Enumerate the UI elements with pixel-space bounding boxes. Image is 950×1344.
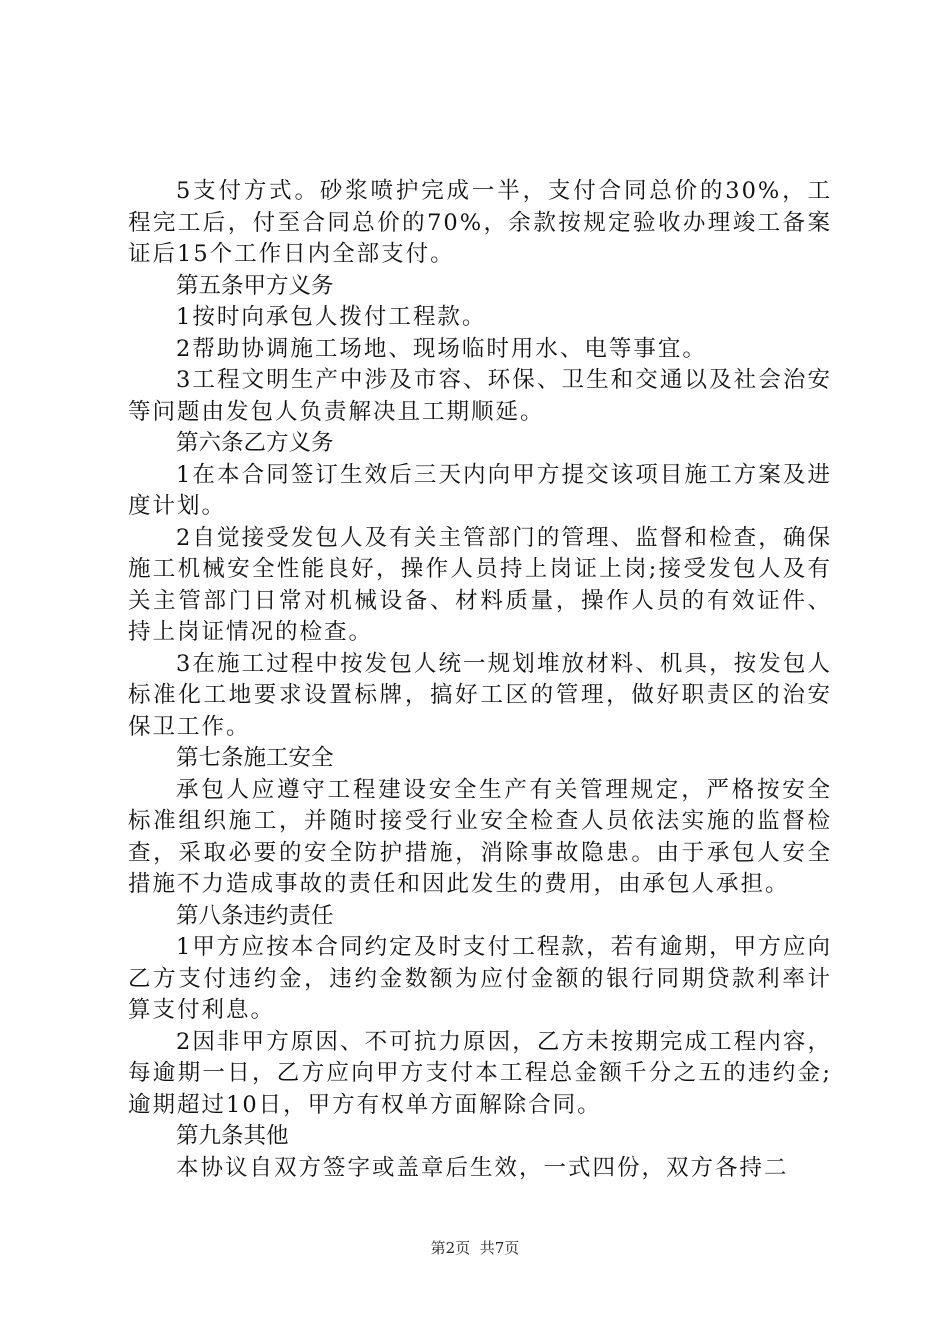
page-number: 第2页 (430, 1239, 471, 1257)
page-total: 共7页 (479, 1239, 520, 1257)
article-6-item-2: 2自觉接受发包人及有关主管部门的管理、监督和检查，确保施工机械安全性能良好，操作人员持上岗证上岗;接受发包人及有关主管部门日常对机械设备、材料质量，操作人员的有效证件、持上岗证情况的检查。 (128, 524, 832, 645)
payment-terms-paragraph: 5支付方式。砂浆喷护完成一半，支付合同总价的30%，工程完工后，付至合同总价的70%，余款按规定验收办理竣工备案证后15个工作日内全部支付。 (128, 178, 832, 267)
article-7-heading: 第七条施工安全 (176, 745, 334, 771)
article-8-item-1: 1甲方应按本合同约定及时支付工程款，若有逾期，甲方应向乙方支付违约金，违约金数额为应付金额的银行同期贷款利率计算支付利息。 (128, 934, 832, 1023)
article-7-body: 承包人应遵守工程建设安全生产有关管理规定，严格按安全标准组织施工，并随时接受行业安全检查人员依法实施的监督检查，采取必要的安全防护措施，消除事故隐患。由于承包人安全措施不力造成事故的责任和因此发生的费用，由承包人承担。 (128, 776, 832, 897)
article-5-item-1: 1按时向承包人拨付工程款。 (176, 304, 487, 330)
article-5-heading: 第五条甲方义务 (176, 272, 334, 299)
page-footer (0, 1238, 950, 1258)
article-6-item-3: 3在施工过程中按发包人统一规划堆放材料、机具，按发包人标准化工地要求设置标牌，搞好工区的管理，做好职责区的治安保卫工作。 (128, 650, 832, 740)
article-6-heading: 第六条乙方义务 (176, 430, 334, 456)
article-9-body: 本协议自双方签字或盖章后生效，一式四份，双方各持二 (176, 1154, 789, 1181)
footer-spacer (470, 1239, 480, 1257)
document-body (128, 176, 832, 1184)
article-8-heading: 第八条违约责任 (176, 902, 334, 929)
article-8-item-2: 2因非甲方原因、不可抗力原因，乙方未按期完成工程内容，每逾期一日，乙方应向甲方支付本工程总金额千分之五的违约金;逾期超过10日，甲方有权单方面解除合同。 (128, 1028, 832, 1118)
article-5-item-3: 3工程文明生产中涉及市容、环保、卫生和交通以及社会治安等问题由发包人负责解决且工期顺延。 (128, 367, 832, 425)
article-6-item-1: 1在本合同签订生效后三天内向甲方提交该项目施工方案及进度计划。 (128, 461, 832, 519)
article-9-heading: 第九条其他 (176, 1123, 289, 1149)
article-5-item-2: 2帮助协调施工场地、现场临时用水、电等事宜。 (176, 335, 707, 362)
